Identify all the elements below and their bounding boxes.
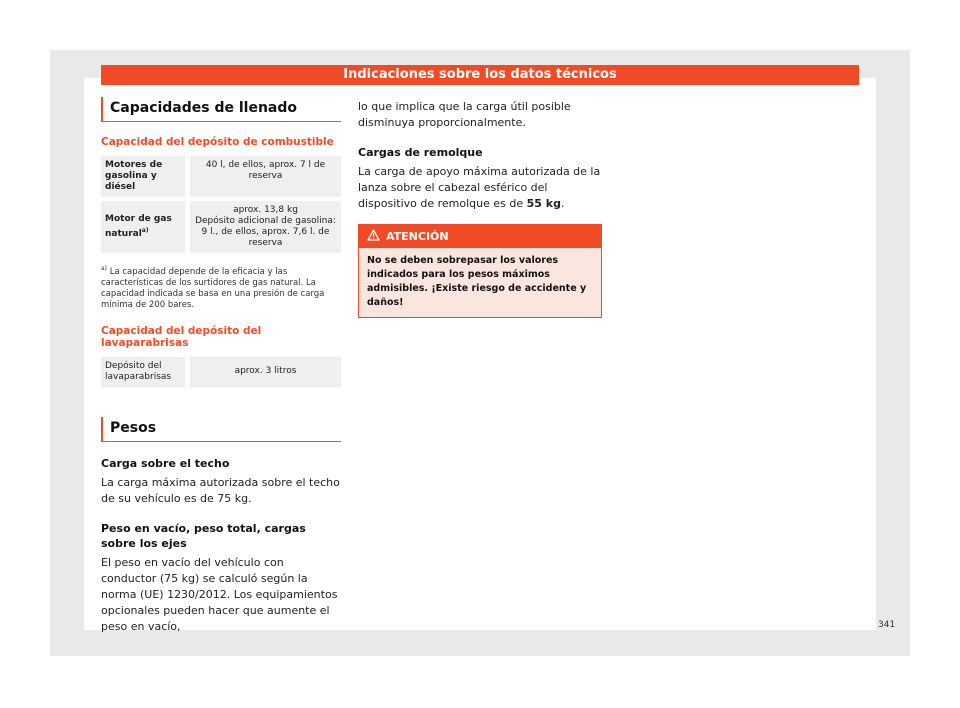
footnote-text: La capacidad depende de la eficacia y las características de los surtidores de gas natural. La capacidad indicada se basa en una presión de carga mínima de 200 bares. [101, 266, 325, 310]
paragraph-carga-techo: La carga máxima autorizada sobre el techo de su vehículo es de 75 kg. [101, 475, 340, 505]
table-row [101, 199, 341, 253]
warning-box [358, 224, 602, 318]
washer-capacity-table [101, 357, 341, 387]
page-number: 341 [878, 620, 896, 630]
table-cell-label: Motores de gasolina y diésel [101, 156, 188, 199]
remolque-value: 55 kg [526, 197, 561, 210]
paragraph-continuation: lo que implica que la carga útil posible disminuya proporcionalmente. [358, 100, 571, 129]
footnote [101, 263, 341, 311]
heading-cargas-remolque: Cargas de remolque [358, 146, 483, 159]
footnote-marker: a) [101, 265, 108, 272]
footnote-ref: a) [141, 227, 149, 234]
paragraph-peso-vacio: El peso en vacío del vehículo con conductor (75 kg) se calculó según la norma (UE) 1230/2012. Los equipamientos opcionales pueden hacer que aumente el peso en vacío, [101, 555, 338, 633]
table-row [101, 156, 341, 199]
warning-text: No se deben sobrepasar los valores indicados para los pesos máximos admisibles. ¡Existe riesgo de accidente y daños! [359, 248, 601, 317]
heading-peso-vacio: Peso en vacío, peso total, cargas sobre los ejes [101, 521, 306, 550]
remolque-text: La carga de apoyo máxima autorizada de la lanza sobre el cabezal esférico del dispositivo de remolque es de [358, 165, 601, 210]
chapter-header: Indicaciones sobre los datos técnicos [101, 65, 859, 85]
paragraph-cargas-remolque [358, 164, 602, 212]
table-cell-value [188, 199, 342, 253]
cell-label-text: Motor de gas natural [105, 214, 172, 239]
value-line: aprox. 13,8 kg [233, 205, 298, 215]
table-cell-label: Depósito del lavaparabrisas [101, 357, 188, 387]
table-row [101, 357, 341, 387]
warning-title: ATENCIÓN [386, 230, 449, 243]
section-title-capacidades: Capacidades de llenado [101, 97, 341, 122]
table-cell-value: 40 l, de ellos, aprox. 7 l de reserva [188, 156, 342, 199]
section-title-pesos: Pesos [101, 417, 341, 442]
left-column [101, 97, 341, 635]
table-cell-label [101, 199, 188, 253]
remolque-end: . [560, 197, 565, 210]
warning-header [359, 225, 601, 248]
table-cell-value: aprox. 3 litros [188, 357, 342, 387]
heading-carga-techo: Carga sobre el techo [101, 456, 230, 470]
warning-triangle-icon [367, 229, 380, 244]
right-column [358, 97, 602, 318]
value-line: Depósito adicional de gasolina: 9 l., de ellos, aprox. 7,6 l. de reserva [195, 216, 336, 248]
fuel-capacity-table [101, 156, 341, 253]
subtitle-deposito-lavaparabrisas: Capacidad del depósito del lavaparabrisas [101, 324, 262, 349]
subtitle-deposito-combustible: Capacidad del depósito de combustible [101, 136, 334, 148]
